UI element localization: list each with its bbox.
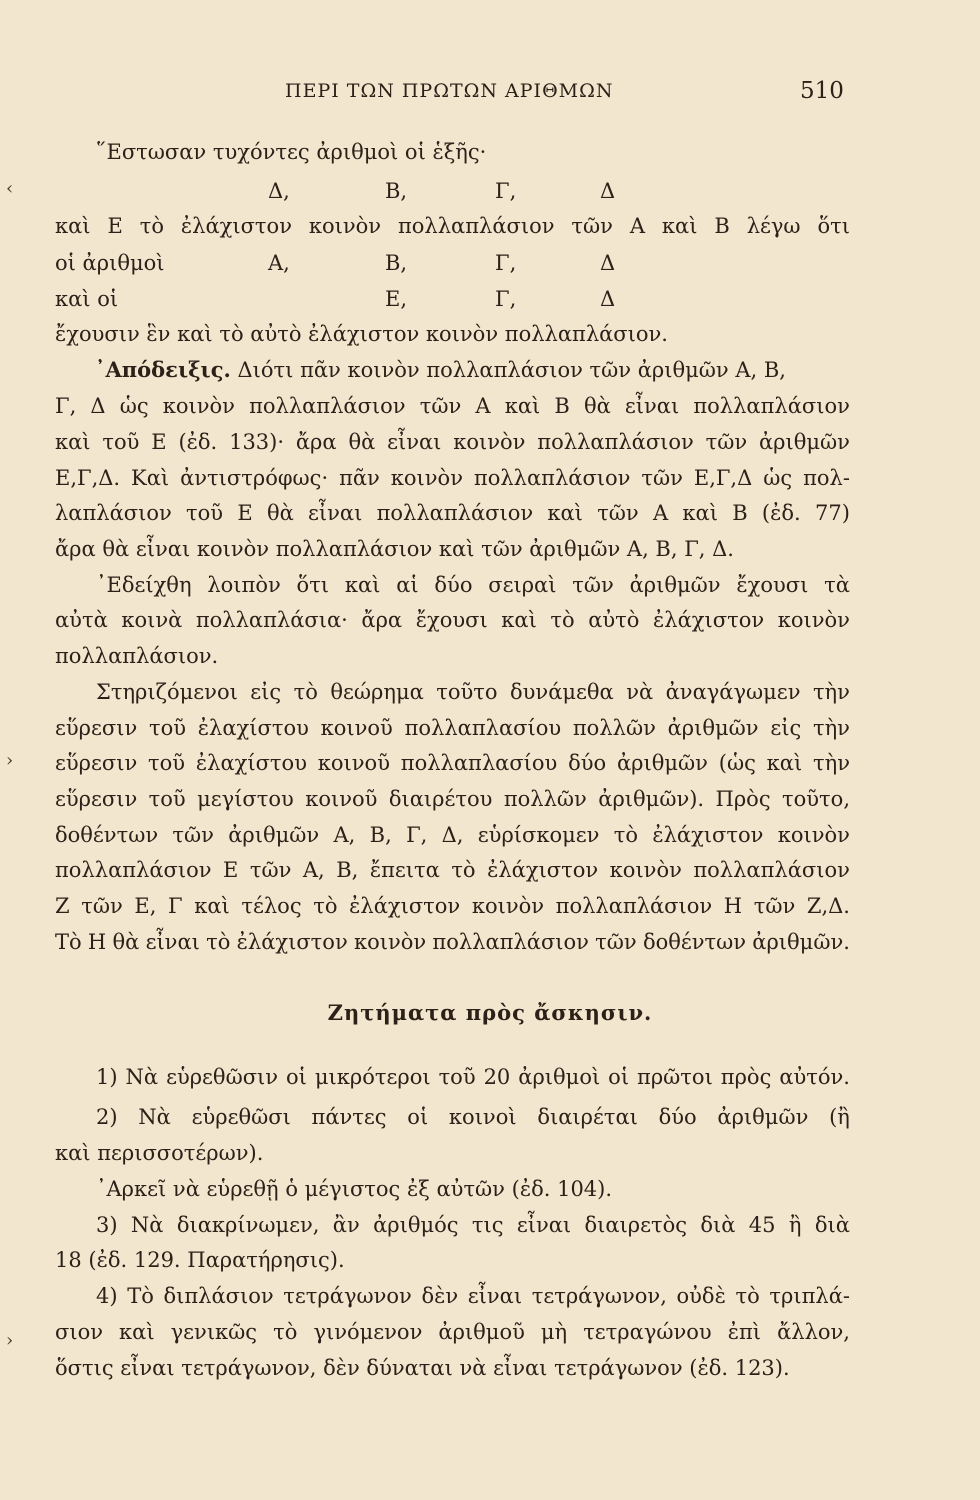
para3-line <box>55 714 850 742</box>
word: Β, <box>336 858 359 882</box>
word: ἀριθμός <box>373 1213 459 1237</box>
word: εἶναι <box>467 1284 523 1308</box>
word: 4) <box>96 1284 118 1308</box>
word: Η <box>87 930 107 954</box>
word: τέλος <box>241 894 302 918</box>
word: θὰ <box>266 501 294 525</box>
word: ἀριθμῶν <box>228 823 320 847</box>
word: εὑρεθῶσι <box>191 1105 291 1129</box>
intro-line: ῞Εστωσαν τυχόντες ἀριθμοὶ οἱ ἑξῆς· <box>96 140 487 164</box>
para2-line <box>55 606 850 634</box>
para3-line <box>55 821 850 849</box>
word: Στηριζόμενοι <box>96 680 238 704</box>
word: (ἐδ. <box>761 501 801 525</box>
word: οἱ <box>407 1105 429 1129</box>
exercise-line <box>96 1211 850 1239</box>
word: τῶν <box>597 501 639 525</box>
word: ὅτι <box>817 214 850 238</box>
word: καὶ <box>194 894 230 918</box>
word: εὑρίσκομεν <box>477 823 600 847</box>
word: ἔχουσι <box>415 608 488 632</box>
word: θὰ <box>583 394 611 418</box>
word: Ε,Γ,Δ <box>693 466 753 490</box>
word: ἀριθμῶν. <box>752 930 850 954</box>
word: ὡς <box>119 394 149 418</box>
exercise-line <box>96 1103 850 1131</box>
exercise-line <box>96 1282 850 1310</box>
word: ἀριθμῶν <box>759 430 850 454</box>
word: ἀριθμῶν <box>629 573 721 597</box>
word: τὸ <box>451 858 476 882</box>
word: (ἐδ. <box>178 430 218 454</box>
word: Γ, <box>406 823 428 847</box>
word: οἱ <box>608 1065 630 1089</box>
word: ᾿Εδείχθη <box>96 573 192 597</box>
word: τῶν <box>249 858 292 882</box>
word: καὶ <box>766 751 803 775</box>
word: ἀριθμῶν). <box>598 787 705 811</box>
word: διακρίνωμεν, <box>176 1213 320 1237</box>
word: ἂν <box>332 1213 360 1237</box>
row3-label: καὶ οἱ <box>55 287 119 311</box>
proof-first-line <box>95 356 786 384</box>
word: κοινὸν <box>777 823 850 847</box>
proof-text: Διότι πᾶν κοινὸν πολλαπλάσιον τῶν ἀριθμῶν Α, Β, <box>237 358 786 382</box>
word: κοινὸν <box>777 608 850 632</box>
word: Ζ <box>55 894 70 918</box>
para3-line <box>55 749 850 777</box>
word: ἀριθμῶν <box>616 751 708 775</box>
word: τὸ <box>313 894 338 918</box>
word: καὶ <box>504 394 541 418</box>
row1-cell: Δ, <box>268 179 290 203</box>
word: καὶ <box>501 608 537 632</box>
word: γενικῶς <box>170 1320 258 1344</box>
word: πολλαπλάσιον <box>693 858 850 882</box>
word: ἐλάχιστον <box>653 608 765 632</box>
word: Α <box>475 394 491 418</box>
word: Α <box>652 501 669 525</box>
word: δυνάμεθα <box>510 680 614 704</box>
word: κοινοῦ <box>305 787 378 811</box>
word: τὸ <box>735 1284 760 1308</box>
word: πολλαπλασίου <box>404 716 562 740</box>
margin-mark: ‹ <box>6 178 14 199</box>
word: δύο <box>658 1105 697 1129</box>
exercise-line: καὶ περισσοτέρων). <box>55 1141 264 1165</box>
para2-line: πολλαπλάσιον. <box>55 644 219 668</box>
para3-line <box>96 678 850 706</box>
row2-cell: Δ <box>600 251 616 275</box>
word: πολλαπλάσιον <box>555 894 713 918</box>
word: Νὰ <box>130 1213 164 1237</box>
word: πολλαπλάσιον <box>473 466 631 490</box>
word: εἶναι <box>387 430 442 454</box>
word: Γ, <box>55 394 77 418</box>
word: πολλαπλάσιον <box>693 394 850 418</box>
word: ἀντιστρόφως· <box>180 466 329 490</box>
word: 3) <box>96 1213 118 1237</box>
word: πολλαπλάσιον <box>397 214 555 238</box>
word: αὐτὸ <box>588 608 640 632</box>
word: εὕρεσιν <box>55 751 138 775</box>
proof-line <box>55 499 850 527</box>
row1-cell: Γ, <box>495 179 517 203</box>
page-number: 510 <box>800 78 844 104</box>
word: τοῦ <box>186 501 224 525</box>
word: Ε, <box>134 894 157 918</box>
word: τὸ <box>139 214 164 238</box>
word: ἀριθμοὶ <box>518 1065 601 1089</box>
row3-cell: Ε, <box>385 287 408 311</box>
word: κοινὸν <box>609 858 682 882</box>
word: ἀριθμῶν <box>717 1105 809 1129</box>
word: διπλάσιον <box>163 1284 274 1308</box>
word: εἰς <box>250 680 282 704</box>
word: Νὰ <box>138 1105 171 1129</box>
word: Γ <box>168 894 183 918</box>
word: θεώρημα <box>330 680 424 704</box>
word: καὶ <box>55 430 91 454</box>
word: Α <box>629 214 645 238</box>
word: (ὡς <box>718 751 756 775</box>
word: πολλαπλάσιον <box>249 394 406 418</box>
word: καὶ <box>55 214 91 238</box>
word: εἶναι <box>308 501 363 525</box>
word: πολλαπλασίου <box>400 751 558 775</box>
word: τῶν <box>172 823 214 847</box>
word: ἐπὶ <box>727 1320 762 1344</box>
word: δὲν <box>421 1284 459 1308</box>
word: καὶ <box>547 501 583 525</box>
text-line: ἔχουσιν ἓν καὶ τὸ αὐτὸ ἐλάχιστον κοινὸν πολλαπλάσιον. <box>55 322 668 346</box>
word: μὴ <box>540 1320 568 1344</box>
word: ἄρα <box>295 430 337 454</box>
word: διαιρέτου <box>388 787 493 811</box>
page-header <box>0 80 980 110</box>
word: τοῦ <box>148 751 186 775</box>
word: τῶν <box>641 466 683 490</box>
para3-line <box>55 892 850 920</box>
word: κοινὸν <box>390 466 463 490</box>
word: ἐλάχιστον <box>487 858 599 882</box>
word: 133)· <box>229 430 285 454</box>
word: τὴν <box>812 680 850 704</box>
word: κοινὸν <box>353 930 427 954</box>
word: ἀναγάγωμεν <box>665 680 801 704</box>
word: Η <box>723 894 743 918</box>
word: τετράγωνον <box>283 1284 412 1308</box>
word: τις <box>471 1213 504 1237</box>
word: πολλῶν <box>503 787 587 811</box>
word: Ε <box>237 501 253 525</box>
word: εἶναι <box>624 394 680 418</box>
word: ἀριθμοῦ <box>438 1320 525 1344</box>
word: Ε <box>223 858 239 882</box>
word: ὅτι <box>296 573 330 597</box>
word: οὐδὲ <box>676 1284 726 1308</box>
word: τοῦ <box>148 787 186 811</box>
row3-cell: Γ, <box>495 287 517 311</box>
word: εἶναι <box>145 930 200 954</box>
word: ἐλαχίστου <box>195 751 307 775</box>
word: τοῦ <box>102 430 140 454</box>
exercise-line <box>55 1318 850 1346</box>
word: θὰ <box>112 930 140 954</box>
para3-line <box>55 785 850 813</box>
word: μεγίστου <box>197 787 294 811</box>
word: καὶ <box>344 573 381 597</box>
text-line <box>55 212 850 240</box>
word: τριπλά- <box>769 1284 850 1308</box>
word: αὐτόν. <box>779 1065 850 1089</box>
word: τῶν <box>81 894 123 918</box>
word: τῶν <box>595 930 637 954</box>
word: οἱ <box>286 1065 307 1089</box>
word: κοινὸν <box>453 430 526 454</box>
proof-line <box>55 464 850 492</box>
word: 1) <box>96 1065 118 1089</box>
word: καὶ <box>682 501 718 525</box>
word: ἄρα <box>361 608 403 632</box>
word: πολλαπλάσιον <box>537 430 694 454</box>
para3-line <box>55 928 850 956</box>
word: τοῦτο <box>436 680 498 704</box>
word: καὶ <box>661 214 698 238</box>
word: ὡς <box>763 466 793 490</box>
word: λέγω <box>746 214 801 238</box>
word: αὐτὰ <box>55 608 108 632</box>
word: εὕρεσιν <box>55 787 138 811</box>
word: ἄλλον, <box>777 1320 850 1344</box>
row3-cell: Δ <box>600 287 616 311</box>
word: ἐλάχιστον <box>180 214 292 238</box>
row2-label: οἱ ἀριθμοὶ <box>55 251 165 275</box>
word: διαιρέται <box>537 1105 638 1129</box>
margin-mark: › <box>6 1330 14 1351</box>
row2-cell: Α, <box>268 251 290 275</box>
word: τὴν <box>813 751 850 775</box>
word: κοινὰ <box>121 608 183 632</box>
word: τὸ <box>550 608 575 632</box>
word: πᾶν <box>339 466 380 490</box>
word: τὸ <box>273 1320 298 1344</box>
word: τετράγωνον, <box>531 1284 667 1308</box>
proof-line: ἄρα θὰ εἶναι κοινὸν πολλαπλάσιον καὶ τῶν ἀριθμῶν Α, Β, Γ, Δ. <box>55 537 734 561</box>
word: Ζ,Δ. <box>806 894 850 918</box>
word: Β <box>714 214 730 238</box>
word: Β <box>732 501 748 525</box>
word: γινόμενον <box>313 1320 423 1344</box>
word: κοινοὶ <box>448 1105 517 1129</box>
word: ἐλάχιστον <box>349 894 461 918</box>
word: πρῶτοι <box>637 1065 713 1089</box>
word: τοῦ <box>438 1065 476 1089</box>
row1-cell: Δ <box>600 179 616 203</box>
row2-cell: Β, <box>385 251 408 275</box>
word: ἐλαχίστου <box>197 716 309 740</box>
word: τοῦτο, <box>782 787 850 811</box>
word: τῶν <box>753 894 796 918</box>
word: Α, <box>302 858 325 882</box>
word: Δ <box>90 394 106 418</box>
word: τῶν <box>419 394 462 418</box>
row1-cell: Β, <box>385 179 408 203</box>
word: πολλῶν <box>572 716 656 740</box>
word: Τὸ <box>55 930 82 954</box>
word: 77) <box>814 501 850 525</box>
word: Δ, <box>441 823 464 847</box>
word: αἱ <box>396 573 419 597</box>
word: Πρὸς <box>715 787 771 811</box>
word: εὕρεσιν <box>55 716 138 740</box>
para2-line <box>96 571 850 599</box>
word: πολλαπλάσια· <box>195 608 348 632</box>
word: εἶναι <box>516 1213 572 1237</box>
word: πολλαπλάσιον <box>55 858 212 882</box>
word: πολλαπλάσιον <box>376 501 534 525</box>
margin-mark: › <box>6 750 14 771</box>
exercise-line: 18 (ἐδ. 129. Παρατήρησις). <box>55 1248 345 1272</box>
exercise-line: ὅστις εἶναι τετράγωνον, δὲν δύναται νὰ εἶναι τετράγωνον (ἐδ. 123). <box>55 1356 790 1380</box>
word: 2) <box>96 1105 118 1129</box>
word: σειραὶ <box>488 573 557 597</box>
word: Β, <box>369 823 392 847</box>
exercise-line: ᾿Αρκεῖ νὰ εὑρεθῇ ὁ μέγιστος ἐξ αὐτῶν (ἐδ. 104). <box>96 1177 613 1201</box>
word: κοινὸν <box>308 214 382 238</box>
word: 20 <box>483 1065 511 1089</box>
word: Τὸ <box>127 1284 154 1308</box>
word: τὴν <box>812 716 850 740</box>
word: πρὸς <box>720 1065 772 1089</box>
running-title: ΠΕΡΙ ΤΩΝ ΠΡΩΤΩΝ ΑΡΙΘΜΩΝ <box>285 80 614 102</box>
word: πολλαπλάσιον <box>432 930 589 954</box>
word: 45 <box>748 1213 776 1237</box>
word: ἔχουσι <box>736 573 809 597</box>
word: λοιπὸν <box>207 573 281 597</box>
word: Καὶ <box>131 466 170 490</box>
word: τὸ <box>293 680 318 704</box>
word: (ἢ <box>829 1105 850 1129</box>
word: μικρότεροι <box>314 1065 431 1089</box>
proof-line <box>55 392 850 420</box>
word: εἰς <box>770 716 802 740</box>
exercise-line <box>96 1063 850 1091</box>
word: διὰ <box>814 1213 850 1237</box>
word: εὑρεθῶσιν <box>166 1065 279 1089</box>
word: δύο <box>568 751 607 775</box>
word: διαιρετὸς <box>584 1213 688 1237</box>
word: τὸ <box>206 930 231 954</box>
exercises-heading: Ζητήματα πρὸς ἄσκησιν. <box>327 1000 653 1025</box>
word: διὰ <box>700 1213 736 1237</box>
word: θὰ <box>348 430 376 454</box>
word: Β <box>554 394 570 418</box>
word: κοινοῦ <box>317 751 390 775</box>
word: τοῦ <box>148 716 187 740</box>
word: δοθέντων <box>642 930 747 954</box>
word: καὶ <box>119 1320 155 1344</box>
word: τῶν <box>572 573 614 597</box>
para3-line <box>55 856 850 884</box>
word: Ε <box>151 430 167 454</box>
word: λαπλάσιον <box>55 501 172 525</box>
word: ἐλάχιστον <box>652 823 764 847</box>
word: πάντες <box>311 1105 387 1129</box>
word: Νὰ <box>125 1065 159 1089</box>
word: κοινοῦ <box>320 716 393 740</box>
word: Α, <box>333 823 356 847</box>
word: τὸ <box>613 823 638 847</box>
word: ἀριθμῶν <box>667 716 759 740</box>
word: ἔπειτα <box>369 858 440 882</box>
word: τετραγώνου <box>583 1320 712 1344</box>
word: νὰ <box>626 680 654 704</box>
row2-cell: Γ, <box>495 251 517 275</box>
word: δύο <box>434 573 473 597</box>
word: δοθέντων <box>55 823 159 847</box>
proof-line <box>55 428 850 456</box>
word: τῶν <box>705 430 748 454</box>
word: ἐλάχιστον <box>236 930 348 954</box>
word: κοινὸν <box>162 394 235 418</box>
word: σιον <box>55 1320 103 1344</box>
word: τὰ <box>824 573 850 597</box>
word: πολ- <box>803 466 850 490</box>
word: Ε,Γ,Δ. <box>55 466 121 490</box>
word: Ε <box>107 214 123 238</box>
word: ἢ <box>788 1213 802 1237</box>
word: κοινὸν <box>471 894 545 918</box>
proof-label: ᾿Απόδειξις. <box>95 357 231 382</box>
word: τῶν <box>571 214 613 238</box>
